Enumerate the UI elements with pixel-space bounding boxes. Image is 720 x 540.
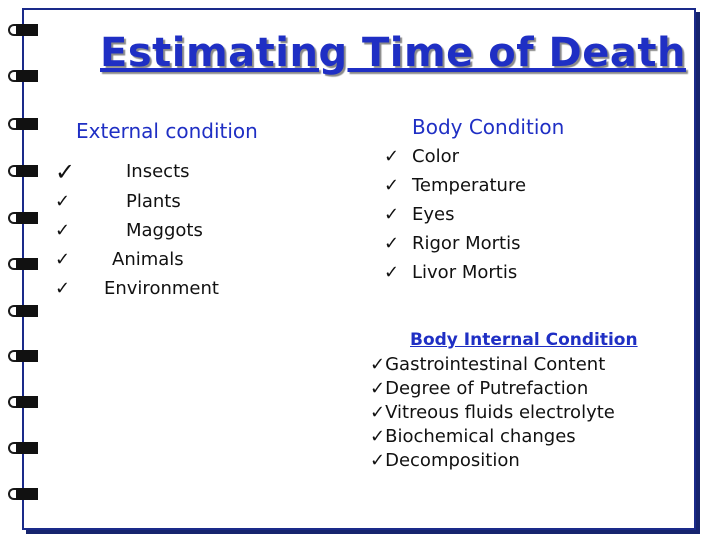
slide-title: Estimating Time of Death	[100, 30, 686, 76]
check-icon: ✓	[384, 146, 400, 167]
internal-item	[370, 378, 588, 399]
internal-item-label: Gastrointestinal Content	[385, 354, 606, 375]
check-icon: ✓	[384, 262, 400, 283]
binder-ring-icon	[8, 165, 38, 177]
binder-ring-icon	[8, 118, 38, 130]
internal-item-label: Decomposition	[385, 450, 520, 471]
internal-item	[370, 450, 520, 471]
binder-ring-icon	[8, 70, 38, 82]
check-icon: ✓	[384, 175, 400, 196]
check-icon: ✓	[384, 204, 400, 225]
check-icon: ✓	[55, 278, 71, 299]
binder-ring-icon	[8, 305, 38, 317]
external-item: Insects	[126, 161, 190, 182]
check-icon: ✓	[370, 378, 386, 399]
binder-ring-icon	[8, 258, 38, 270]
external-item: Maggots	[126, 220, 203, 241]
body-item: Livor Mortis	[412, 262, 518, 283]
external-item: Plants	[126, 191, 181, 212]
body-item: Temperature	[412, 175, 527, 196]
internal-item-label: Vitreous fluids electrolyte	[385, 402, 615, 423]
body-condition-heading: Body Condition	[412, 115, 565, 139]
check-icon: ✓	[370, 426, 386, 447]
external-condition-heading: External condition	[76, 119, 258, 143]
check-icon: ✓	[55, 249, 71, 270]
internal-item	[370, 426, 576, 447]
body-item: Color	[412, 146, 459, 167]
body-item: Eyes	[412, 204, 455, 225]
external-item: Animals	[112, 249, 184, 270]
binder-ring-icon	[8, 350, 38, 362]
check-icon: ✓	[384, 233, 400, 254]
binder-ring-icon	[8, 24, 38, 36]
check-icon: ✓	[370, 402, 386, 423]
internal-item-label: Degree of Putrefaction	[385, 378, 589, 399]
binder-ring-icon	[8, 396, 38, 408]
binder-ring-icon	[8, 212, 38, 224]
binder-ring-icon	[8, 442, 38, 454]
internal-item-label: Biochemical changes	[385, 426, 576, 447]
binder-ring-icon	[8, 488, 38, 500]
check-icon: ✓	[370, 354, 386, 375]
body-item: Rigor Mortis	[412, 233, 521, 254]
internal-condition-heading: Body Internal Condition	[410, 330, 638, 350]
check-icon: ✓	[55, 220, 71, 241]
external-item: Environment	[104, 278, 219, 299]
check-icon: ✓	[55, 158, 76, 186]
internal-item	[370, 354, 605, 375]
check-icon: ✓	[55, 191, 71, 212]
check-icon: ✓	[370, 450, 386, 471]
internal-item	[370, 402, 615, 423]
